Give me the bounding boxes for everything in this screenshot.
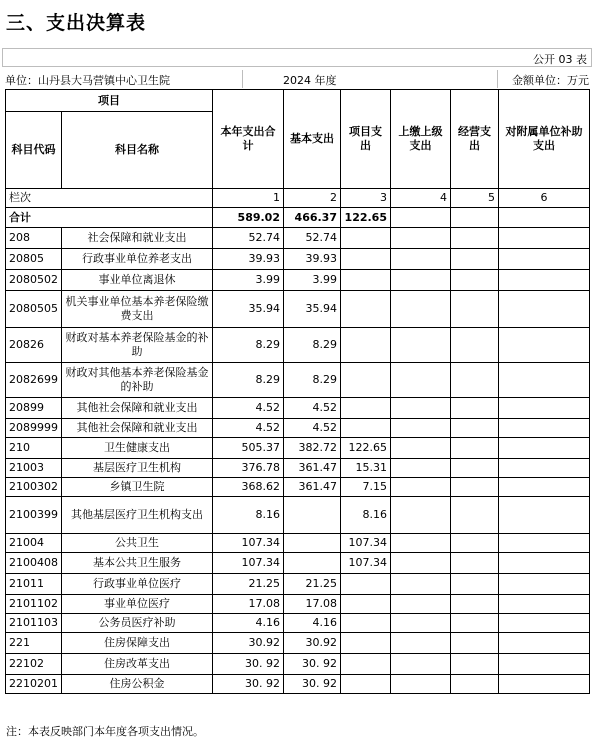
col-num: 1: [213, 189, 284, 208]
upper-level-expense: [391, 553, 451, 574]
table-row: [6, 228, 590, 249]
subject-code: 2089999: [6, 419, 62, 438]
total-expense: 107.34: [213, 534, 284, 553]
col-num: 3: [341, 189, 391, 208]
project-expense: [341, 614, 391, 633]
basic-expense: 361.47: [284, 459, 341, 478]
business-expense: [451, 534, 499, 553]
subsidiary-expense: [499, 574, 590, 595]
subject-name: 事业单位医疗: [62, 595, 213, 614]
subject-name: 行政事业单位医疗: [62, 574, 213, 595]
subject-name: 其他基层医疗卫生机构支出: [62, 497, 213, 534]
subject-code: 221: [6, 633, 62, 654]
total-expense: 107.34: [213, 553, 284, 574]
upper-level-expense: [391, 534, 451, 553]
project-expense: [341, 574, 391, 595]
subject-code: 2100302: [6, 478, 62, 497]
total-value: 466.37: [284, 208, 341, 228]
subject-code: 2101103: [6, 614, 62, 633]
upper-level-expense: [391, 459, 451, 478]
table-row: [6, 574, 590, 595]
business-expense: [451, 249, 499, 270]
total-expense: 8.29: [213, 328, 284, 363]
subject-code: 2082699: [6, 363, 62, 398]
table-row: [6, 497, 590, 534]
total-expense: 52.74: [213, 228, 284, 249]
subsidiary-expense: [499, 595, 590, 614]
project-expense: [341, 249, 391, 270]
project-expense: [341, 398, 391, 419]
subject-name: 卫生健康支出: [62, 438, 213, 459]
basic-expense: 17.08: [284, 595, 341, 614]
project-expense: 107.34: [341, 534, 391, 553]
project-expense: 7.15: [341, 478, 391, 497]
table-row: [6, 675, 590, 694]
project-expense: [341, 654, 391, 675]
total-expense: 35.94: [213, 291, 284, 328]
subsidiary-expense: [499, 654, 590, 675]
upper-level-expense: [391, 249, 451, 270]
col-num: 5: [451, 189, 499, 208]
business-expense: [451, 595, 499, 614]
table-row: [6, 633, 590, 654]
subsidiary-expense: [499, 291, 590, 328]
upper-level-expense: [391, 478, 451, 497]
subject-code: 2101102: [6, 595, 62, 614]
project-expense: 8.16: [341, 497, 391, 534]
form-code: 公开 03 表: [533, 53, 587, 66]
total-expense: 4.16: [213, 614, 284, 633]
col-header-5: 经营支出: [451, 90, 499, 189]
col-header-2: 基本支出: [284, 90, 341, 189]
unit-row: [2, 70, 592, 88]
total-expense: 8.29: [213, 363, 284, 398]
divider: [497, 70, 498, 88]
form-code-row: [2, 48, 592, 67]
table-row: [6, 553, 590, 574]
table-row: [6, 654, 590, 675]
subject-name: 公共卫生: [62, 534, 213, 553]
col-header-1: 本年支出合计: [213, 90, 284, 189]
business-expense: [451, 328, 499, 363]
subject-code: 2100408: [6, 553, 62, 574]
upper-level-expense: [391, 614, 451, 633]
subject-code: 208: [6, 228, 62, 249]
subject-name: 财政对其他基本养老保险基金的补助: [62, 363, 213, 398]
subsidiary-expense: [499, 675, 590, 694]
table-row: [6, 328, 590, 363]
subject-name: 住房改革支出: [62, 654, 213, 675]
subsidiary-expense: [499, 249, 590, 270]
upper-level-expense: [391, 497, 451, 534]
business-expense: [451, 675, 499, 694]
basic-expense: [284, 497, 341, 534]
business-expense: [451, 553, 499, 574]
project-expense: [341, 328, 391, 363]
subject-name: 事业单位离退休: [62, 270, 213, 291]
subject-name: 其他社会保障和就业支出: [62, 419, 213, 438]
subject-code: 22102: [6, 654, 62, 675]
total-expense: 30.92: [213, 633, 284, 654]
total-expense: 17.08: [213, 595, 284, 614]
project-expense: [341, 291, 391, 328]
name-header: 科目名称: [62, 112, 213, 189]
project-expense: [341, 270, 391, 291]
total-value: [391, 208, 451, 228]
basic-expense: 8.29: [284, 328, 341, 363]
basic-expense: 4.52: [284, 398, 341, 419]
subsidiary-expense: [499, 459, 590, 478]
total-value: [451, 208, 499, 228]
subject-name: 机关事业单位基本养老保险缴费支出: [62, 291, 213, 328]
table-row: [6, 438, 590, 459]
subject-name: 财政对基本养老保险基金的补助: [62, 328, 213, 363]
business-expense: [451, 633, 499, 654]
subject-code: 2080502: [6, 270, 62, 291]
subject-code: 210: [6, 438, 62, 459]
basic-expense: [284, 553, 341, 574]
subsidiary-expense: [499, 553, 590, 574]
subsidiary-expense: [499, 398, 590, 419]
subject-name: 住房保障支出: [62, 633, 213, 654]
table-row: [6, 398, 590, 419]
upper-level-expense: [391, 419, 451, 438]
total-expense: 39.93: [213, 249, 284, 270]
subject-code: 20805: [6, 249, 62, 270]
subsidiary-expense: [499, 497, 590, 534]
subject-code: 2210201: [6, 675, 62, 694]
project-expense: [341, 633, 391, 654]
upper-level-expense: [391, 595, 451, 614]
project-expense: [341, 228, 391, 249]
table-row: [6, 291, 590, 328]
col-header-4: 上缴上级支出: [391, 90, 451, 189]
basic-expense: 30. 92: [284, 675, 341, 694]
subject-name: 基本公共卫生服务: [62, 553, 213, 574]
business-expense: [451, 614, 499, 633]
table-row: [6, 459, 590, 478]
subject-code: 21011: [6, 574, 62, 595]
basic-expense: 30. 92: [284, 654, 341, 675]
total-value: [499, 208, 590, 228]
subsidiary-expense: [499, 478, 590, 497]
project-expense: [341, 419, 391, 438]
business-expense: [451, 398, 499, 419]
subject-name: 其他社会保障和就业支出: [62, 398, 213, 419]
project-expense: [341, 675, 391, 694]
total-expense: 30. 92: [213, 654, 284, 675]
total-expense: 505.37: [213, 438, 284, 459]
basic-expense: 8.29: [284, 363, 341, 398]
business-expense: [451, 270, 499, 291]
basic-expense: 39.93: [284, 249, 341, 270]
code-header: 科目代码: [6, 112, 62, 189]
page-title: 三、支出决算表: [6, 12, 147, 34]
business-expense: [451, 497, 499, 534]
basic-expense: 21.25: [284, 574, 341, 595]
upper-level-expense: [391, 291, 451, 328]
project-expense: [341, 595, 391, 614]
subsidiary-expense: [499, 614, 590, 633]
total-label: 合计: [6, 208, 213, 228]
subject-name: 行政事业单位养老支出: [62, 249, 213, 270]
subsidiary-expense: [499, 228, 590, 249]
business-expense: [451, 438, 499, 459]
total-expense: 8.16: [213, 497, 284, 534]
table-row: [6, 614, 590, 633]
subject-code: 20826: [6, 328, 62, 363]
upper-level-expense: [391, 654, 451, 675]
total-value: 122.65: [341, 208, 391, 228]
project-expense: 107.34: [341, 553, 391, 574]
business-expense: [451, 459, 499, 478]
upper-level-expense: [391, 363, 451, 398]
subsidiary-expense: [499, 419, 590, 438]
business-expense: [451, 574, 499, 595]
table-row: [6, 363, 590, 398]
upper-level-expense: [391, 228, 451, 249]
total-expense: 368.62: [213, 478, 284, 497]
project-expense: 122.65: [341, 438, 391, 459]
basic-expense: 382.72: [284, 438, 341, 459]
upper-level-expense: [391, 574, 451, 595]
subject-code: 2100399: [6, 497, 62, 534]
table-row: [6, 419, 590, 438]
table-row: [6, 534, 590, 553]
col-num: 4: [391, 189, 451, 208]
business-expense: [451, 228, 499, 249]
business-expense: [451, 419, 499, 438]
basic-expense: 361.47: [284, 478, 341, 497]
business-expense: [451, 478, 499, 497]
subsidiary-expense: [499, 363, 590, 398]
amount-unit: 金额单位：万元: [512, 74, 589, 87]
upper-level-expense: [391, 633, 451, 654]
basic-expense: 52.74: [284, 228, 341, 249]
subsidiary-expense: [499, 633, 590, 654]
upper-level-expense: [391, 270, 451, 291]
subject-code: 2080505: [6, 291, 62, 328]
row-label: 栏次: [6, 189, 213, 208]
basic-expense: 4.16: [284, 614, 341, 633]
total-expense: 3.99: [213, 270, 284, 291]
upper-level-expense: [391, 398, 451, 419]
basic-expense: 3.99: [284, 270, 341, 291]
subsidiary-expense: [499, 328, 590, 363]
col-num: 2: [284, 189, 341, 208]
subject-name: 乡镇卫生院: [62, 478, 213, 497]
subject-code: 21004: [6, 534, 62, 553]
basic-expense: 35.94: [284, 291, 341, 328]
year-label: 2024 年度: [283, 74, 337, 87]
project-expense: 15.31: [341, 459, 391, 478]
table-row: [6, 478, 590, 497]
subject-code: 20899: [6, 398, 62, 419]
basic-expense: 4.52: [284, 419, 341, 438]
subject-name: 社会保障和就业支出: [62, 228, 213, 249]
subject-name: 公务员医疗补助: [62, 614, 213, 633]
subsidiary-expense: [499, 438, 590, 459]
total-expense: 4.52: [213, 398, 284, 419]
project-expense: [341, 363, 391, 398]
total-expense: 21.25: [213, 574, 284, 595]
total-value: 589.02: [213, 208, 284, 228]
table-row: [6, 270, 590, 291]
business-expense: [451, 654, 499, 675]
footnote: 注：本表反映部门本年度各项支出情况。: [6, 725, 204, 738]
col-header-6: 对附属单位补助支出: [499, 90, 590, 189]
col-num: 6: [499, 189, 590, 208]
divider: [242, 70, 243, 88]
subject-name: 住房公积金: [62, 675, 213, 694]
item-header: 项目: [6, 90, 213, 112]
subject-code: 21003: [6, 459, 62, 478]
subsidiary-expense: [499, 534, 590, 553]
total-expense: 30. 92: [213, 675, 284, 694]
subsidiary-expense: [499, 270, 590, 291]
expenditure-table: [5, 89, 590, 694]
upper-level-expense: [391, 675, 451, 694]
subject-name: 基层医疗卫生机构: [62, 459, 213, 478]
total-expense: 376.78: [213, 459, 284, 478]
unit-label: 单位：山丹县大马营镇中心卫生院: [5, 74, 170, 87]
business-expense: [451, 363, 499, 398]
col-header-3: 项目支出: [341, 90, 391, 189]
total-expense: 4.52: [213, 419, 284, 438]
table-row: [6, 249, 590, 270]
basic-expense: [284, 534, 341, 553]
table-row: [6, 595, 590, 614]
business-expense: [451, 291, 499, 328]
upper-level-expense: [391, 328, 451, 363]
upper-level-expense: [391, 438, 451, 459]
basic-expense: 30.92: [284, 633, 341, 654]
